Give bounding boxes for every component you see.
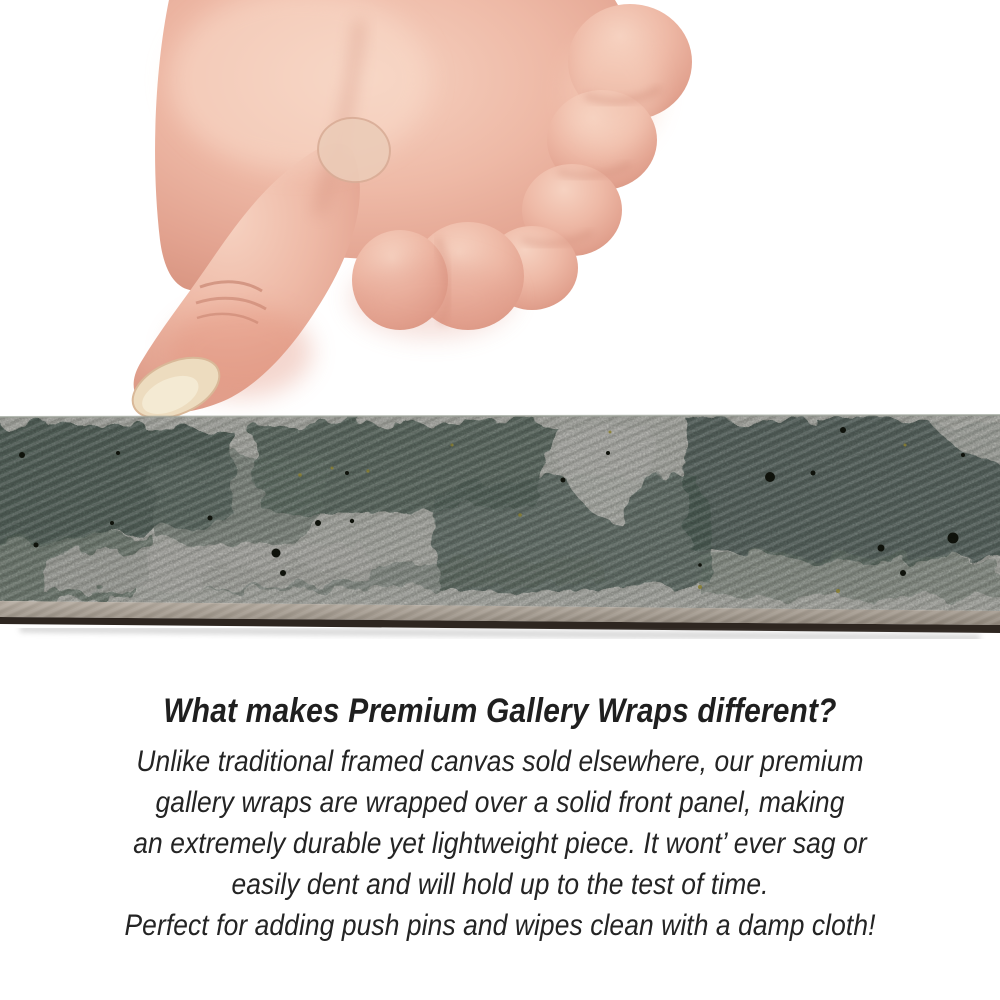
body-line: easily dent and will hold up to the test of time. [231,868,769,901]
canvas-edge-photo [0,405,1000,655]
canvas-paint-texture [0,405,1000,615]
page-title: What makes Premium Gallery Wraps different? [163,692,837,730]
hand-photo [0,0,1000,432]
marketing-text-block [60,692,940,946]
body-line: gallery wraps are wrapped over a solid front panel, making [155,786,845,819]
body-line: Perfect for adding push pins and wipes clean with a damp cloth! [124,909,876,942]
body-line: Unlike traditional framed canvas sold elsewhere, our premium [136,745,864,778]
body-line: an extremely durable yet lightweight piece. It wont’ ever sag or [133,827,867,860]
